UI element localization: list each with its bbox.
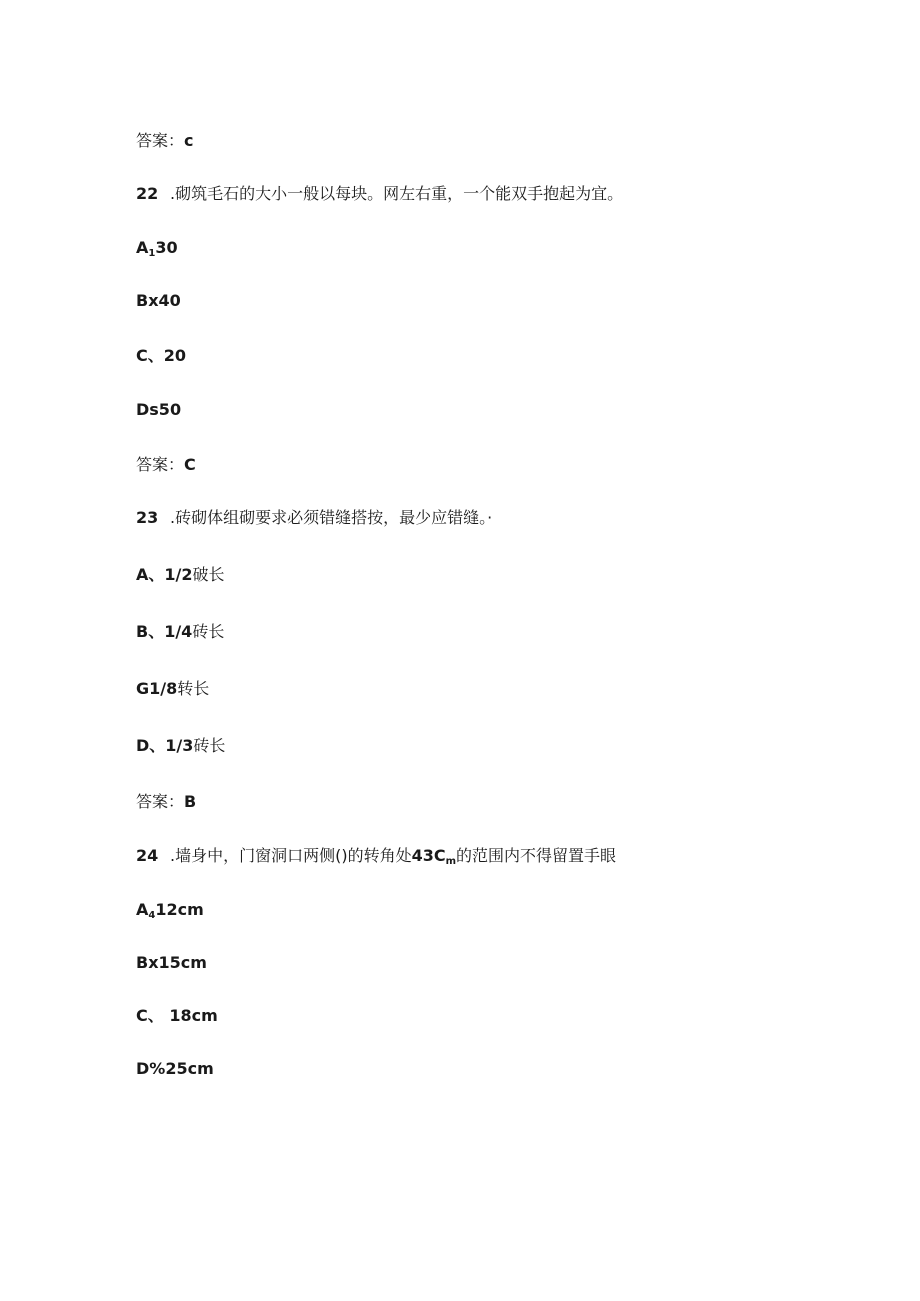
question-text: .砖砌体组砌要求必须错缝搭按，最少应错缝。·	[170, 508, 493, 527]
answer-22	[136, 455, 196, 475]
option-subscript: 4	[148, 910, 156, 921]
question-24	[136, 846, 616, 872]
option-subscript: 1	[148, 248, 156, 259]
answer-23	[136, 792, 196, 812]
answer-value: c	[184, 131, 194, 150]
question-number: 22	[136, 184, 159, 203]
option-suffix: 砖长	[192, 622, 225, 641]
option-value: 30	[155, 238, 178, 257]
answer-21	[136, 131, 194, 151]
q23-option-d	[136, 736, 225, 756]
question-text-a: .墙身中，门窗洞口两侧()的转角处	[170, 846, 412, 865]
answer-label: 答案：	[136, 455, 185, 474]
q24-option-d: D%25cm	[136, 1059, 214, 1078]
answer-label: 答案：	[136, 792, 185, 811]
option-value: 12cm	[155, 900, 204, 919]
question-text-b-sub: m	[445, 856, 457, 867]
answer-label: 答案：	[136, 131, 185, 150]
option-suffix: 破长	[192, 565, 225, 584]
q23-option-a	[136, 565, 225, 585]
q24-option-b: Bx15cm	[136, 953, 207, 972]
question-23	[136, 508, 492, 528]
answer-value: C	[184, 455, 196, 474]
question-text-b: 43C	[411, 846, 446, 865]
question-number: 23	[136, 508, 159, 527]
q23-option-b	[136, 622, 224, 642]
option-suffix: 转长	[177, 679, 210, 698]
q22-option-d: Ds50	[136, 400, 182, 419]
q22-option-c: C、20	[136, 346, 187, 365]
option-prefix: D、1/3	[136, 736, 194, 755]
option-suffix: 砖长	[193, 736, 226, 755]
q24-option-a	[136, 900, 204, 926]
q24-option-c: C、 18cm	[136, 1006, 218, 1025]
answer-value: B	[184, 792, 197, 811]
q22-option-a	[136, 238, 178, 264]
q23-option-c	[136, 679, 209, 699]
option-prefix: A、1/2	[136, 565, 193, 584]
option-letter: A	[136, 900, 149, 919]
question-22	[136, 184, 623, 204]
question-number: 24	[136, 846, 159, 865]
option-prefix: B、1/4	[136, 622, 193, 641]
q22-option-b: Bx40	[136, 291, 181, 310]
question-text-c: 的范围内不得留置手眼	[456, 846, 617, 865]
option-letter: A	[136, 238, 149, 257]
option-prefix: G1/8	[136, 679, 178, 698]
question-text: .砌筑毛石的大小一般以每块。网左右重，一个能双手抱起为宜。	[170, 184, 624, 203]
